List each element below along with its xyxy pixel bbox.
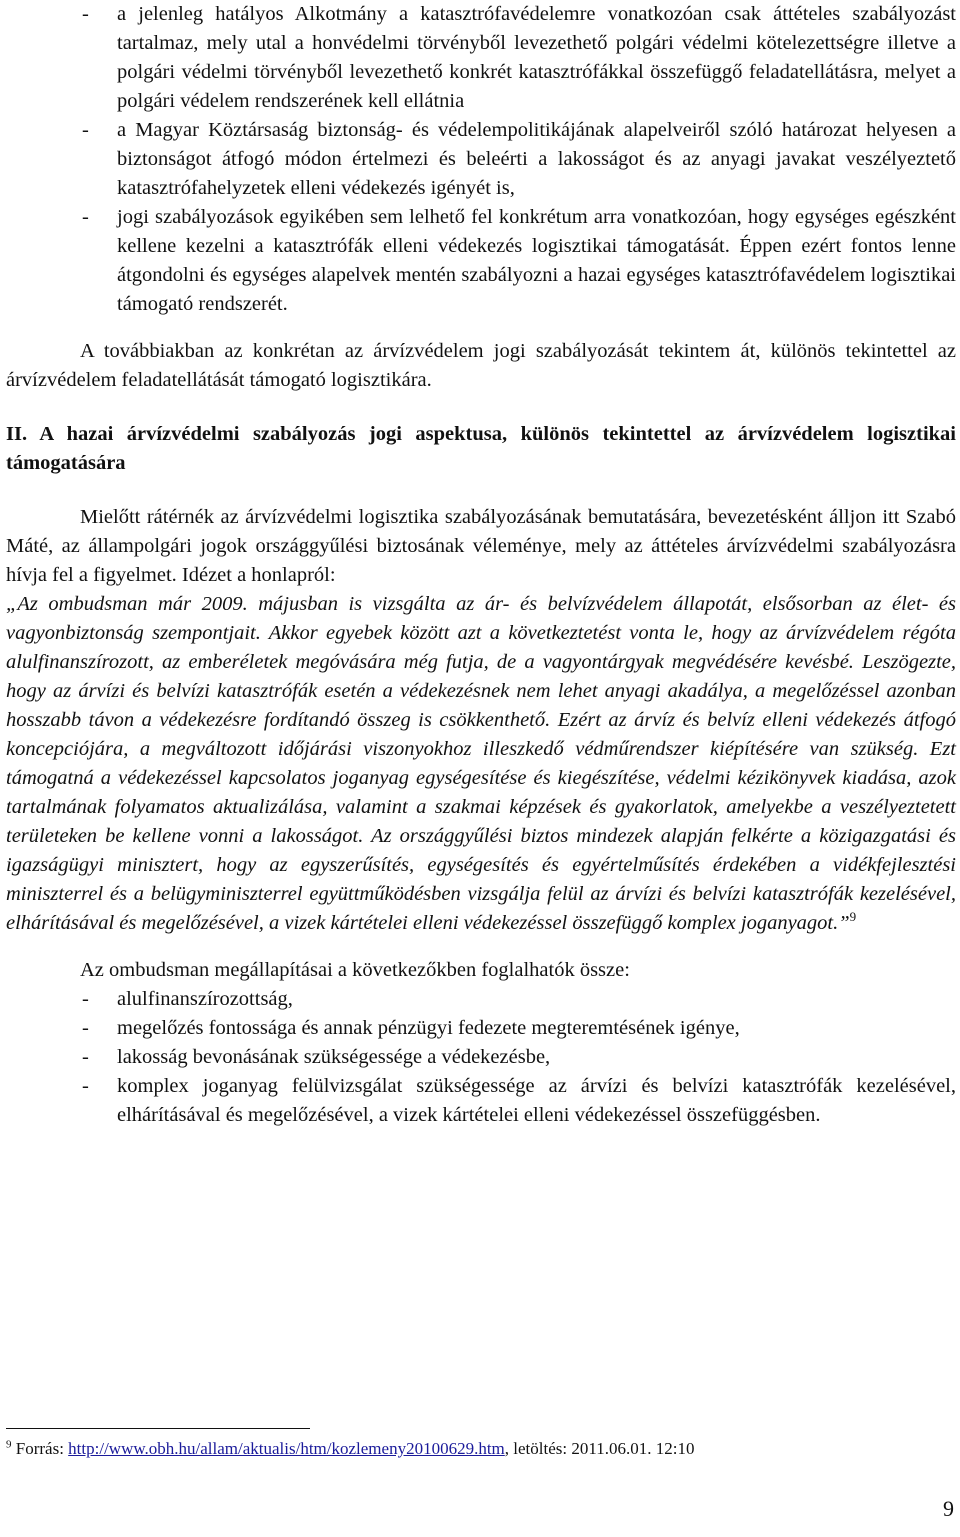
list-item-text: lakosság bevonásának szükségessége a védekezésbe, bbox=[117, 1046, 551, 1068]
ombudsman-quote bbox=[6, 590, 956, 938]
footnote bbox=[6, 1438, 694, 1460]
footnote-suffix: , letöltés: 2011.06.01. 12:10 bbox=[504, 1439, 695, 1458]
list-item bbox=[6, 0, 956, 116]
list-item bbox=[6, 203, 956, 319]
footnote-mark: 9 bbox=[6, 1438, 12, 1451]
list-item-text: a jelenleg hatályos Alkotmány a katasztrófavédelemre vonatkozóan csak áttételes szabályozást tartalmaz, mely utal a honvédelmi törvényből levezethető polgári védelmi kötelezettségre illetve a polgári védelmi törvényből levezethető konkrét katasztrófákkal összefüggő feladatellátásra, melyet a polgári védelem rendszerének kell ellátnia bbox=[117, 3, 956, 112]
footnote-divider bbox=[6, 1428, 310, 1429]
list-item bbox=[6, 1043, 956, 1072]
document-page bbox=[6, 0, 956, 1130]
list-item bbox=[6, 1014, 956, 1043]
list-item bbox=[6, 116, 956, 203]
page-number: 9 bbox=[943, 1496, 954, 1521]
list-dash: - bbox=[82, 988, 89, 1010]
list-dash: - bbox=[82, 119, 89, 141]
list-item bbox=[6, 1072, 956, 1130]
quote-text: „Az ombudsman már 2009. májusban is vizsgálta az ár- és belvízvédelem állapotát, elsősorban az élet- és vagyonbiztonság szempontjait. Akkor egyebek között azt a következtetést vonta le, hogy az árvízvédelem régóta alulfinanszírozott, az emberéletek megóvására még futja, de a vagyontárgyak megvédésére kevésbé. Leszögezte, hogy az árvízi és belvízi katasztrófák esetén a védekezésnek nem lehet anyagi akadálya, a megelőzéssel azonban hosszabb távon a védekezésre fordítandó összeg is csökkenthető. Ezért az árvíz és belvíz elleni védekezés átfogó koncepciójára, a megváltozott időjárási viszonyokhoz illeszkedő védműrendszer kiépítésére van szükség. Ezt támogatná a védekezéssel kapcsolatos joganyag egységesítése és kiegészítése, védelmi kézikönyvek kiadása, azok tartalmának folyamatos aktualizálása, valamint a szakmai képzések és gyakorlatok, amelyekbe a veszélyeztetett területeken be kellene vonni a lakosságot. Az országgyűlési biztos mindezek alapján felkérte a közigazgatási és igazságügyi minisztert, hogy az egyszerűsítés, egységesítés és egyértelműsítés érdekében a vidékfejlesztési miniszterrel és a belügyminiszterrel együttműködésben vizsgálja felül az árvízi és belvízi katasztrófák kezelésével, elhárításával és megelőzésével, a vizek kártételei elleni védekezéssel összefüggő komplex joganyagot.” bbox=[6, 593, 956, 934]
spacer bbox=[6, 319, 956, 337]
section-heading: II. A hazai árvízvédelmi szabályozás jogi aspektusa, különös tekintettel az árvízvédelem logisztikai támogatására bbox=[6, 423, 956, 474]
spacer bbox=[6, 395, 956, 420]
list-item bbox=[6, 985, 956, 1014]
footnote-prefix: Forrás: bbox=[11, 1439, 69, 1458]
list-dash: - bbox=[82, 1017, 89, 1039]
list-item-text: jogi szabályozások egyikében sem lelhető fel konkrétum arra vonatkozóan, hogy egységes egészként kellene kezelni a katasztrófák elleni védekezés logisztikai támogatását. Éppen ezért fontos lenne átgondolni és egységes alapelvek mentén szabályozni a hazai egységes katasztrófavédelem logisztikai támogató rendszerét. bbox=[117, 206, 956, 315]
footnote-reference: 9 bbox=[849, 909, 857, 925]
summary-intro: Az ombudsman megállapításai a következőkben foglalhatók össze: bbox=[80, 959, 630, 981]
footnote-source-link[interactable]: http://www.obh.hu/allam/aktualis/htm/kozlemeny20100629.htm bbox=[68, 1439, 505, 1458]
list-item-text: alulfinanszírozottság, bbox=[117, 988, 293, 1010]
paragraph-before-quote: Mielőtt rátérnék az árvízvédelmi logisztika szabályozásának bemutatására, bevezetésként álljon itt Szabó Máté, az állampolgári jogok országgyűlési biztosának véleménye, mely az áttételes árvízvédelmi szabályozásra hívja fel a figyelmet. Idézet a honlapról: bbox=[6, 506, 956, 586]
spacer bbox=[6, 938, 956, 956]
list-item-text: a Magyar Köztársaság biztonság- és védelempolitikájának alapelveiről szóló határozat helyesen a biztonságot átfogó módon értelmezi és beleérti a lakosságot és az anyagi javakat veszélyeztető katasztrófahelyzetek elleni védekezés igényét is, bbox=[117, 119, 956, 199]
list-dash: - bbox=[82, 1075, 89, 1097]
list-dash: - bbox=[82, 206, 89, 228]
list-item-text: komplex joganyag felülvizsgálat szükségessége az árvízi és belvízi katasztrófák kezelésével, elhárításával és megelőzésével, a vizek kártételei elleni védekezéssel összefüggésben. bbox=[117, 1075, 956, 1126]
list-dash: - bbox=[82, 3, 89, 25]
intro-paragraph: A továbbiakban az konkrétan az árvízvédelem jogi szabályozását tekintem át, különös tekintettel az árvízvédelem feladatellátását támogató logisztikára. bbox=[6, 340, 956, 391]
list-dash: - bbox=[82, 1046, 89, 1068]
spacer bbox=[6, 478, 956, 503]
list-item-text: megelőzés fontossága és annak pénzügyi fedezete megteremtésének igénye, bbox=[117, 1017, 740, 1039]
